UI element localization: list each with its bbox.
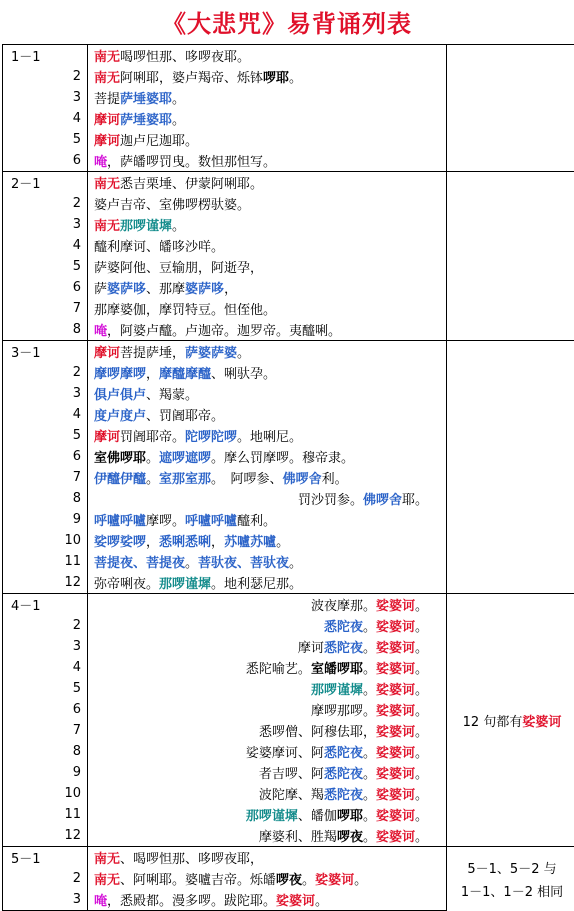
verse-segment: 啰耶 xyxy=(263,71,289,86)
section-note xyxy=(447,45,574,172)
verse-segment: 啰耶 xyxy=(337,809,363,824)
verse-segment: 、阿唎耶。婆嚧吉帝。烁皤 xyxy=(120,873,276,888)
verse-number: 7 xyxy=(3,467,88,488)
verse-segment: 。地唎尼。 xyxy=(237,430,302,445)
verse-text xyxy=(88,341,447,363)
verse-number: 6 xyxy=(3,446,88,467)
verse-segment: 。 xyxy=(237,346,250,361)
verse-text xyxy=(88,193,447,214)
verse-segment: 呼嚧呼嚧 xyxy=(94,514,146,529)
verse-segment: 娑婆诃 xyxy=(376,788,415,803)
verse-segment: 。 xyxy=(415,683,428,698)
verse-segment: 。 xyxy=(415,809,428,824)
verse-segment: 那啰谨墀 xyxy=(311,683,363,698)
verse-segment: ， xyxy=(146,535,159,550)
verse-row xyxy=(3,45,574,67)
verse-number: 1－1 xyxy=(3,45,88,67)
verse-segment: 。 阿啰参、 xyxy=(211,472,283,487)
verse-text xyxy=(88,404,447,425)
verse-segment: 俱卢俱卢 xyxy=(94,388,146,403)
verse-segment: 悉陀夜 xyxy=(324,767,363,782)
verse-segment: 阿唎耶，婆卢羯帝、烁钵 xyxy=(120,71,263,86)
verse-row xyxy=(3,172,574,194)
verse-number: 10 xyxy=(3,783,88,804)
verse-text xyxy=(88,87,447,108)
verse-row xyxy=(3,847,574,869)
verse-segment: 萨埵婆耶 xyxy=(120,92,172,107)
verse-segment: ， xyxy=(211,535,224,550)
verse-segment: 南无 xyxy=(94,177,120,192)
verse-segment: 。 xyxy=(363,788,376,803)
verse-text xyxy=(88,657,447,678)
verse-segment: 。 xyxy=(146,472,159,487)
verse-number: 7 xyxy=(3,298,88,319)
verse-number: 5 xyxy=(3,678,88,699)
verse-text xyxy=(88,509,447,530)
verse-segment: 。 xyxy=(302,873,315,888)
verse-segment: 。 xyxy=(415,599,428,614)
verse-text xyxy=(88,172,447,194)
verse-number: 3 xyxy=(3,214,88,235)
verse-segment: 、喝啰怛那、哆啰夜耶， xyxy=(120,852,263,867)
verse-number: 6 xyxy=(3,277,88,298)
section-note xyxy=(447,847,574,911)
verse-number: 4 xyxy=(3,657,88,678)
verse-segment: 。 xyxy=(415,641,428,656)
verse-segment: 摩啰摩啰 xyxy=(94,367,146,382)
verse-number: 4 xyxy=(3,235,88,256)
verse-segment: 醯利摩诃、皤哆沙咩。 xyxy=(94,240,224,255)
verse-segment: 罚沙罚参。 xyxy=(298,493,363,508)
verse-segment: 醯利。 xyxy=(237,514,276,529)
verse-segment: 悉陀喻艺。 xyxy=(246,662,311,677)
verse-segment: 萨婆萨婆 xyxy=(185,346,237,361)
verse-segment: 迦卢尼迦耶。 xyxy=(120,134,198,149)
verse-number: 5 xyxy=(3,256,88,277)
verse-segment: 利。 xyxy=(322,472,348,487)
verse-segment: 呼嚧呼嚧 xyxy=(185,514,237,529)
verse-number: 3 xyxy=(3,383,88,404)
verse-text xyxy=(88,488,447,509)
verse-segment: 南无 xyxy=(94,50,120,65)
verse-text xyxy=(88,45,447,67)
verse-segment: 。 xyxy=(363,683,376,698)
verse-text xyxy=(88,572,447,594)
verse-segment: 萨埵婆耶 xyxy=(120,113,172,128)
verse-segment: ， xyxy=(224,282,237,297)
verse-text xyxy=(88,383,447,404)
verse-segment: 娑婆诃 xyxy=(376,746,415,761)
verse-text xyxy=(88,720,447,741)
verse-segment: 南无 xyxy=(94,873,120,888)
verse-segment: ，萨皤啰罚曳。数怛那怛写。 xyxy=(107,155,276,170)
verse-segment: 罚阇耶帝。 xyxy=(120,430,185,445)
verse-number: 10 xyxy=(3,530,88,551)
chant-table-body xyxy=(3,45,574,911)
verse-number: 12 xyxy=(3,825,88,847)
verse-segment: 。 xyxy=(415,788,428,803)
verse-text xyxy=(88,741,447,762)
verse-segment: 南无 xyxy=(94,71,120,86)
verse-number: 6 xyxy=(3,699,88,720)
verse-segment: 佛啰舍 xyxy=(363,493,402,508)
verse-segment: 摩诃 xyxy=(94,134,120,149)
verse-segment: 。 xyxy=(315,894,328,909)
verse-text xyxy=(88,594,447,616)
verse-text xyxy=(88,551,447,572)
verse-segment: 、皤伽 xyxy=(298,809,337,824)
verse-segment: 遮啰遮啰 xyxy=(159,451,211,466)
verse-segment: 。 xyxy=(363,809,376,824)
verse-segment: 、那摩 xyxy=(146,282,185,297)
verse-segment: 菩提萨埵， xyxy=(120,346,185,361)
verse-number: 9 xyxy=(3,762,88,783)
verse-number: 5－1 xyxy=(3,847,88,869)
verse-number: 3 xyxy=(3,87,88,108)
verse-segment: 。摩么罚摩啰。穆帝隶。 xyxy=(211,451,354,466)
verse-segment: 菩提夜、菩提夜 xyxy=(94,556,185,571)
verse-segment: 唵 xyxy=(94,324,107,339)
verse-segment: 娑婆诃 xyxy=(276,894,315,909)
verse-segment: 摩啰那啰。 xyxy=(311,704,376,719)
verse-segment: 。 xyxy=(363,641,376,656)
verse-segment: 喝啰怛那、哆啰夜耶。 xyxy=(120,50,250,65)
verse-number: 6 xyxy=(3,150,88,172)
verse-segment: 。 xyxy=(415,620,428,635)
verse-segment: 。 xyxy=(415,662,428,677)
verse-number: 8 xyxy=(3,741,88,762)
verse-segment: 度卢度卢 xyxy=(94,409,146,424)
verse-segment: ，悉殿都。漫多啰。跋陀耶。 xyxy=(107,894,276,909)
verse-number: 2 xyxy=(3,193,88,214)
verse-segment: 娑婆诃 xyxy=(376,767,415,782)
verse-segment: 。 xyxy=(363,767,376,782)
verse-text xyxy=(88,804,447,825)
verse-segment: 悉啰僧、阿穆佉耶， xyxy=(259,725,376,740)
verse-segment: ， xyxy=(146,367,159,382)
verse-number: 2 xyxy=(3,868,88,889)
verse-text xyxy=(88,868,447,889)
chant-table xyxy=(2,44,574,911)
verse-number: 3 xyxy=(3,889,88,911)
verse-segment: 。 xyxy=(415,704,428,719)
verse-text xyxy=(88,298,447,319)
verse-segment: 。 xyxy=(415,746,428,761)
verse-segment: 娑婆诃 xyxy=(315,873,354,888)
verse-text xyxy=(88,277,447,298)
verse-segment: 摩诃 xyxy=(94,346,120,361)
note-highlight: 娑婆诃 xyxy=(522,715,561,730)
verse-segment: 摩啰。 xyxy=(146,514,185,529)
verse-segment: 。 xyxy=(363,662,376,677)
verse-segment: 摩诃 xyxy=(298,641,324,656)
verse-number: 9 xyxy=(3,509,88,530)
verse-segment: 婆卢吉帝、室佛啰楞驮婆。 xyxy=(94,198,250,213)
verse-segment: 娑婆诃 xyxy=(376,599,415,614)
verse-segment: 娑啰娑啰 xyxy=(94,535,146,550)
verse-segment: 波夜摩那。 xyxy=(311,599,376,614)
verse-segment: 悉唎悉唎 xyxy=(159,535,211,550)
verse-text xyxy=(88,467,447,488)
verse-text xyxy=(88,699,447,720)
verse-segment: 。 xyxy=(289,71,302,86)
verse-segment: 。 xyxy=(172,219,185,234)
verse-number: 3 xyxy=(3,636,88,657)
verse-segment: 。 xyxy=(172,113,185,128)
verse-segment: 悉吉栗埵、伊蒙阿唎耶。 xyxy=(120,177,263,192)
verse-segment: 、唎驮孕。 xyxy=(211,367,276,382)
section-note xyxy=(447,341,574,594)
verse-segment: 。地利瑟尼那。 xyxy=(211,577,302,592)
verse-segment: 婆萨哆 xyxy=(107,282,146,297)
verse-text xyxy=(88,825,447,847)
verse-segment: 。 xyxy=(363,746,376,761)
verse-text xyxy=(88,129,447,150)
note-line: 1－1、1－2 相同 xyxy=(447,881,574,900)
verse-number: 2 xyxy=(3,615,88,636)
verse-segment: 悉陀夜 xyxy=(324,641,363,656)
verse-segment: 伊醯伊醯 xyxy=(94,472,146,487)
verse-text xyxy=(88,446,447,467)
verse-segment: ，阿婆卢醯。卢迦帝。迦罗帝。夷醯唎。 xyxy=(107,324,341,339)
verse-text xyxy=(88,214,447,235)
note-text: 12 句都有 xyxy=(463,715,523,730)
verse-text xyxy=(88,235,447,256)
verse-segment: 娑婆诃 xyxy=(376,809,415,824)
verse-number: 5 xyxy=(3,129,88,150)
verse-segment: 萨婆阿他、豆输朋，阿逝孕， xyxy=(94,261,263,276)
verse-text xyxy=(88,425,447,446)
verse-text xyxy=(88,150,447,172)
verse-segment: 那啰谨墀 xyxy=(120,219,172,234)
verse-text xyxy=(88,319,447,341)
verse-number: 4 xyxy=(3,108,88,129)
section-note xyxy=(447,594,574,847)
verse-segment: 陀啰陀啰 xyxy=(185,430,237,445)
verse-segment: 室那室那 xyxy=(159,472,211,487)
verse-segment: 。 xyxy=(172,92,185,107)
verse-segment: 、羯蒙。 xyxy=(146,388,198,403)
verse-segment: 。 xyxy=(415,830,428,845)
verse-segment: 娑婆诃 xyxy=(376,662,415,677)
verse-segment: 那啰谨墀 xyxy=(159,577,211,592)
verse-segment: 婆萨哆 xyxy=(185,282,224,297)
verse-text xyxy=(88,889,447,911)
verse-segment: 萨 xyxy=(94,282,107,297)
verse-segment: 。 xyxy=(289,556,302,571)
verse-text xyxy=(88,108,447,129)
verse-segment: 悉陀夜 xyxy=(324,746,363,761)
verse-segment: 苏嚧苏嚧 xyxy=(224,535,276,550)
verse-segment: 娑婆诃 xyxy=(376,830,415,845)
verse-segment: 、罚阇耶帝。 xyxy=(146,409,224,424)
verse-text xyxy=(88,762,447,783)
verse-segment: 。 xyxy=(276,535,289,550)
verse-segment: 菩提 xyxy=(94,92,120,107)
verse-segment: 室皤啰耶 xyxy=(311,662,363,677)
verse-segment: 摩诃 xyxy=(94,113,120,128)
verse-segment: 。 xyxy=(363,830,376,845)
verse-segment: 悉陀夜 xyxy=(324,788,363,803)
verse-segment: 唵 xyxy=(94,894,107,909)
verse-number: 4－1 xyxy=(3,594,88,616)
verse-segment: 摩诃 xyxy=(94,430,120,445)
verse-text xyxy=(88,783,447,804)
verse-number: 2－1 xyxy=(3,172,88,194)
verse-segment: 啰夜 xyxy=(337,830,363,845)
verse-segment: 悉陀夜 xyxy=(324,620,363,635)
verse-segment: 室佛啰耶 xyxy=(94,451,146,466)
verse-segment: 娑婆诃 xyxy=(376,683,415,698)
verse-number: 2 xyxy=(3,66,88,87)
verse-segment: 弥帝唎夜。 xyxy=(94,577,159,592)
verse-text xyxy=(88,847,447,869)
verse-segment: 。 xyxy=(363,620,376,635)
verse-segment: 娑婆诃 xyxy=(376,725,415,740)
verse-row xyxy=(3,594,574,616)
verse-text xyxy=(88,530,447,551)
verse-text xyxy=(88,362,447,383)
verse-number: 5 xyxy=(3,425,88,446)
verse-segment: 。 xyxy=(354,873,367,888)
verse-number: 8 xyxy=(3,488,88,509)
verse-segment: 者吉啰、阿 xyxy=(259,767,324,782)
verse-segment: 。 xyxy=(185,556,198,571)
verse-segment: 菩驮夜、菩驮夜 xyxy=(198,556,289,571)
verse-number: 2 xyxy=(3,362,88,383)
note-line: 5－1、5－2 与 xyxy=(447,858,574,877)
verse-number: 4 xyxy=(3,404,88,425)
verse-segment: 啰夜 xyxy=(276,873,302,888)
verse-number: 8 xyxy=(3,319,88,341)
verse-text xyxy=(88,678,447,699)
verse-text xyxy=(88,66,447,87)
verse-segment: 波陀摩、羯 xyxy=(259,788,324,803)
verse-segment: 摩婆利、胜羯 xyxy=(259,830,337,845)
verse-segment: 娑婆诃 xyxy=(376,641,415,656)
verse-row xyxy=(3,341,574,363)
verse-segment: 娑婆诃 xyxy=(376,620,415,635)
verse-number: 3－1 xyxy=(3,341,88,363)
verse-segment: 佛啰舍 xyxy=(283,472,322,487)
verse-text xyxy=(88,256,447,277)
verse-segment: 耶。 xyxy=(402,493,428,508)
verse-segment: 那摩婆伽，摩罚特豆。怛侄他。 xyxy=(94,303,276,318)
verse-segment: 那啰谨墀 xyxy=(246,809,298,824)
verse-segment: 娑婆诃 xyxy=(376,704,415,719)
section-note xyxy=(447,172,574,341)
verse-text xyxy=(88,615,447,636)
verse-segment: 南无 xyxy=(94,852,120,867)
verse-text xyxy=(88,636,447,657)
page-title: 《大悲咒》易背诵列表 xyxy=(0,4,574,39)
verse-segment: 南无 xyxy=(94,219,120,234)
verse-number: 11 xyxy=(3,551,88,572)
verse-segment: 。 xyxy=(415,725,428,740)
verse-number: 12 xyxy=(3,572,88,594)
verse-segment: 娑婆摩诃、阿 xyxy=(246,746,324,761)
verse-number: 7 xyxy=(3,720,88,741)
verse-segment: 唵 xyxy=(94,155,107,170)
verse-number: 11 xyxy=(3,804,88,825)
verse-segment: 。 xyxy=(146,451,159,466)
verse-segment: 。 xyxy=(415,767,428,782)
verse-segment: 摩醯摩醯 xyxy=(159,367,211,382)
